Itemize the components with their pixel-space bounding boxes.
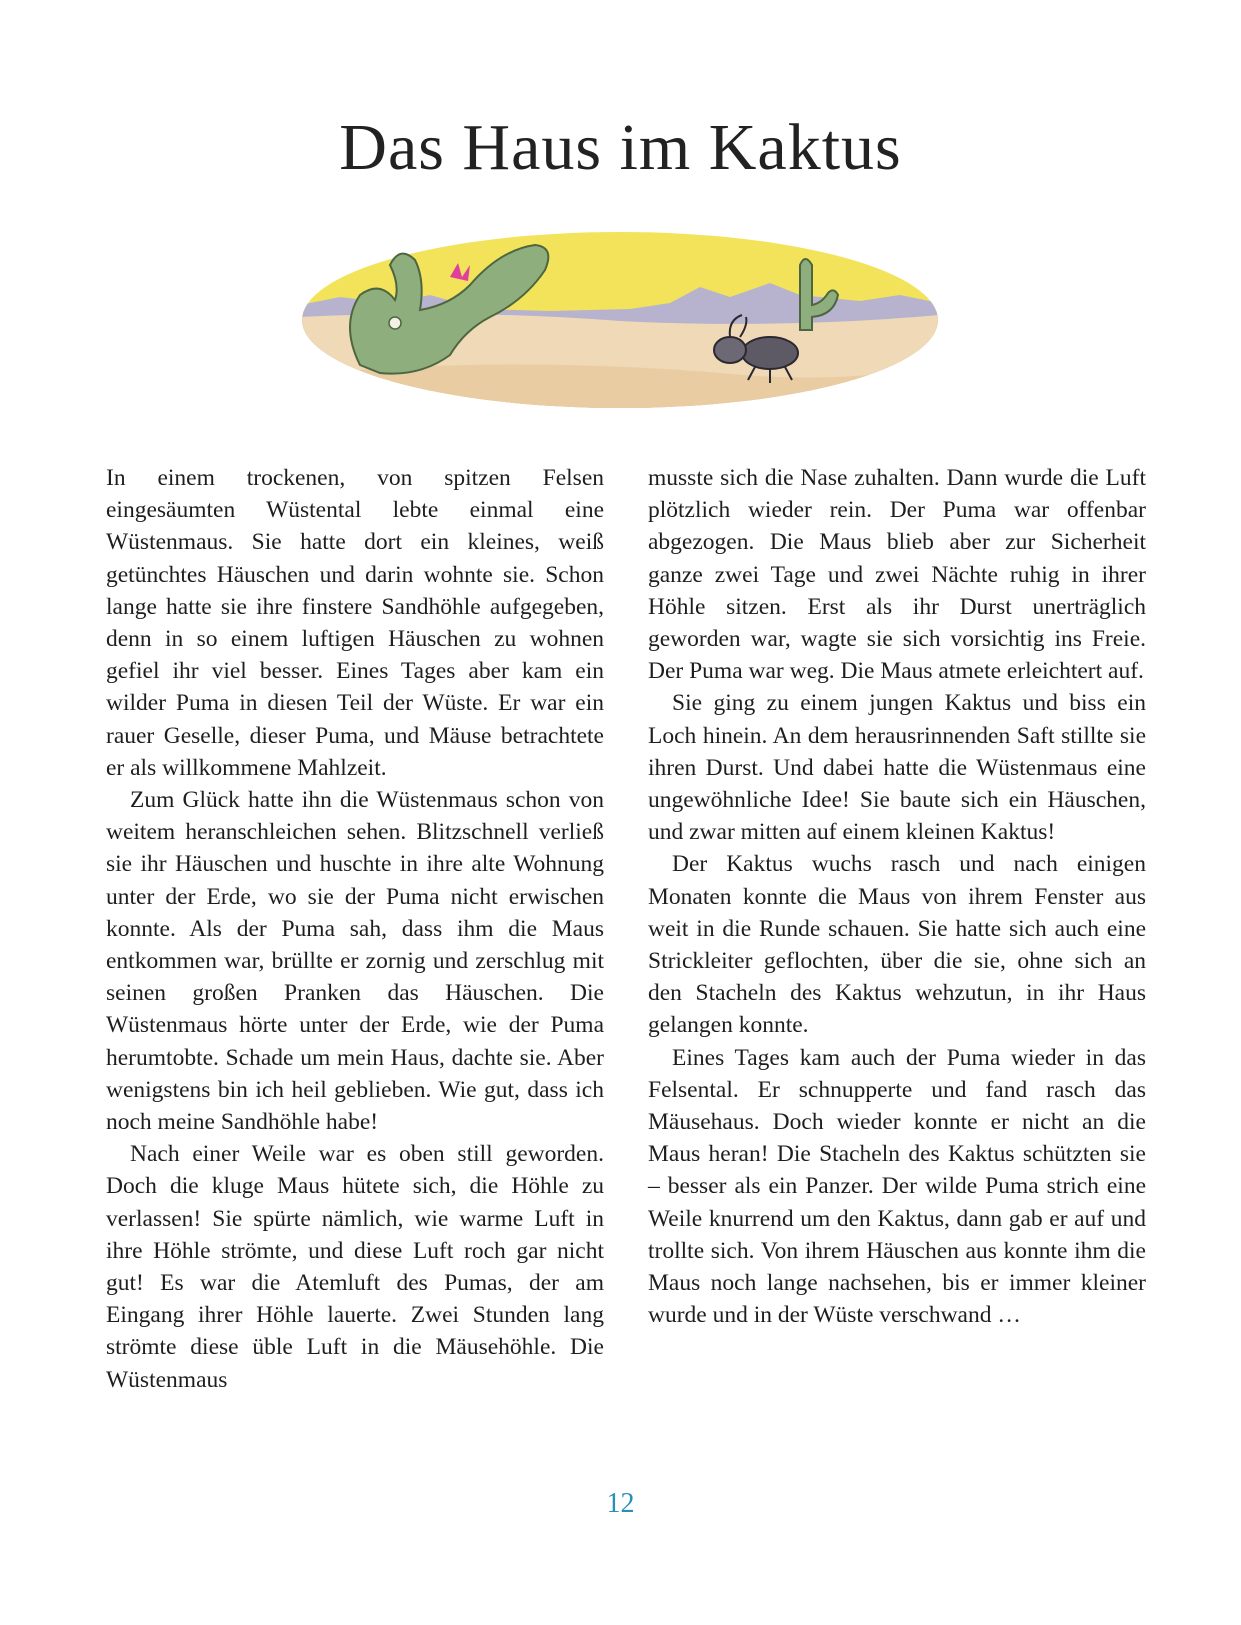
paragraph: In einem trockenen, von spitzen Felsen eingesäumten Wüstental lebte einmal eine Wüstenmaus. Sie hatte dort ein kleines, weiß getünchtes Häuschen und darin wohnte sie. Schon lange hatte sie ihre finstere Sandhöhle aufgegeben, denn in so einem luftigen Häuschen zu wohnen gefiel ihr viel besser. Eines Tages aber kam ein wilder Puma in diesen Teil der Wüste. Er war ein rauer Geselle, dieser Puma, und Mäuse betrachtete er als willkommene Mahlzeit. [106,465,604,781]
paragraph: Sie ging zu einem jungen Kaktus und biss ein Loch hinein. An dem herausrinnenden Saft stillte sie ihren Durst. Und dabei hatte die Wüstenmaus eine ungewöhnliche Idee! Sie baute sich ein Häuschen, und zwar mitten auf einem kleinen Kaktus! [648,690,1146,846]
paragraph: Zum Glück hatte ihn die Wüstenmaus schon von weitem heranschleichen sehen. Blitzschnell verließ sie ihr Häuschen und huschte in ihre alte Wohnung unter der Erde, wo sie der Puma nicht erwischen konnte. Als der Puma sah, dass ihm die Maus entkommen war, brüllte er zornig und zerschlug mit seinen großen Pranken das Häuschen. Die Wüstenmaus hörte unter der Erde, wie der Puma herumtobte. Schade um mein Haus, dachte sie. Aber wenigstens bin ich heil geblieben. Wie gut, dass ich noch meine Sandhöhle habe! [106,787,604,1136]
desert-illustration [300,225,940,415]
page-title: Das Haus im Kaktus [339,111,902,184]
paragraph: Nach einer Weile war es oben still geworden. Doch die kluge Maus hütete sich, die Höhle zu verlassen! Sie spürte nämlich, wie warme Luft in ihre Höhle strömte, und diese Luft roch gar nicht gut! Es war die Atemluft des Pumas, der am Eingang ihrer Höhle lauerte. Zwei Stunden lang strömte diese üble Luft in die Mäusehöhle. Die Wüstenmaus [106,1141,604,1393]
paragraph: Eines Tages kam auch der Puma wieder in das Felsental. Er schnupperte und fand rasch das Mäusehaus. Doch wieder konnte er nicht an die Maus heran! Die Stacheln des Kaktus schützten sie – besser als ein Panzer. Der wilde Puma strich eine Weile knurrend um den Kaktus, dann gab er auf und trollte sich. Von ihrem Häuschen aus konnte ihm die Maus noch lange nachsehen, bis er immer kleiner wurde und in der Wüste verschwand … [648,1044,1146,1329]
paragraph: Der Kaktus wuchs rasch und nach einigen Monaten konnte die Maus von ihrem Fenster aus weit in die Runde schauen. Sie hatte sich auch eine Strickleiter geflochten, über die sie, ohne sich an den Stacheln des Kaktus wehzutun, in ihr Haus gelangen konnte. [648,851,1146,1039]
desert-scene-image [300,225,940,415]
paragraph: musste sich die Nase zuhalten. Dann wurde die Luft plötzlich wieder rein. Der Puma war offenbar abgezogen. Die Maus blieb aber zur Sicherheit ganze zwei Tage und zwei Nächte ruhig in ihrer Höhle sitzen. Erst als ihr Durst unerträglich geworden war, wagte sie sich vorsichtig ins Freie. Der Puma war weg. Die Maus atmete erleichtert auf. [648,465,1146,685]
page-number: 12 [606,1488,635,1519]
text-column-right [648,462,1146,1331]
text-column-left [106,462,604,1396]
